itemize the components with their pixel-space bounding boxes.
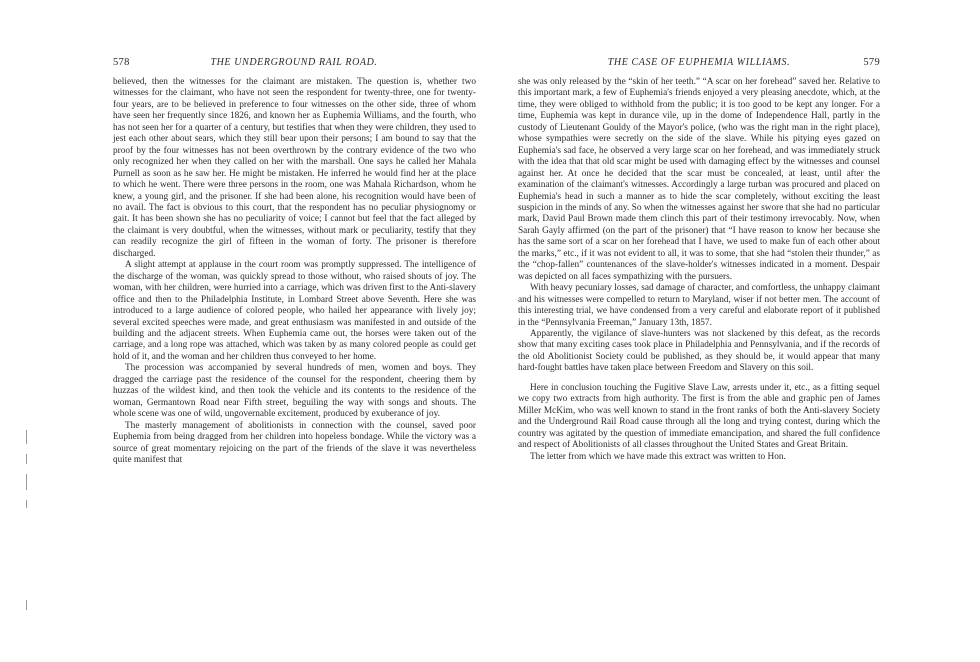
left-paragraph-2: A slight attempt at applause in the court room was promptly suppressed. The intelligence of the discharge of the woman, was quickly spread to those without, who raised shouts of joy. The woman, with her children, were hurried into a carriage, which was driven first to the Anti-slavery office and then to the Philadelphia Institute, in Lombard Street above Seventh. Here she was introduced to a large audience of colored people, who hailed her appearance with lively joy; several excited speeches were made, and great enthusiasm was manifested in and outside of the building and the adjacent streets. When Euphemia came out, the horses were taken out of the carriage, and a long rope was attached, which was taken by as many colored people as could get hold of it, and the woman and her children thus conveyed to her home. bbox=[113, 260, 476, 362]
right-paragraph-1: she was only released by the “skin of her teeth.” “A scar on her forehead” saved her. Relative to this important mark, a few of Euphemia's friends enjoyed a very pleasing anecdote, which, at the time, they were obliged to withhold from the public; it is too good to be kept any longer. For a time, Euphemia was kept in durance vile, up in the dome of Independence Hall, partly in the custody of Lieutenant Gouldy of the Mayor's police, (who was the right man in the right place), whose sympathies were secretly on the side of the slave. While his pitying eyes gazed on Euphemia's sad face, he observed a very large scar on her forehead, and was immediately struck with the idea that that old scar might be used with damaging effect by the witnesses and counsel against her. At once he decided that the scar must be concealed, at least, until after the examination of the claimant's witnesses. Accordingly a large turban was procured and placed on Euphemia's head in such a manner as to hide the scar completely, without exciting the least suspicion in the minds of any. So when the witnesses against her swore that she had no particular mark, David Paul Brown made them clinch this part of their testimony irrevocably. Now, when Sarah Gayly affirmed (on the part of the prisoner) that “I have reason to know her because she has the same sort of a scar on her forehead that I have, we used to make fun of each other about the marks,” etc., if it was not evident to all, it was to some, that she had “stolen their thunder,” as the “chop-fallen” countenances of the slave-holder's witnesses indicated in a moment. Despair was depicted on all faces sympathizing with the pursuers. bbox=[518, 77, 880, 282]
right-page-body bbox=[518, 77, 880, 463]
right-paragraph-5: The letter from which we have made this extract was written to Hon. bbox=[530, 451, 786, 462]
right-paragraph-4: Here in conclusion touching the Fugitive Slave Law, arrests under it, etc., as a fitting sequel we copy two extracts from high authority. The first is from the able and graphic pen of James Miller McKim, who was well known to stand in the front ranks of both the Anti-slavery Society and the Underground Rail Road cause through all the long and trying contest, during which the country was agitated by the question of immediate emancipation, and shared the full confidence and respect of Abolitionists of all classes throughout the United States and Great Britain. bbox=[518, 382, 880, 451]
left-paragraph-1: believed, then the witnesses for the claimant are mistaken. The question is, whether two witnesses for the claimant, who have not seen the respondent for twenty-three, one for twenty-four years, are to be believed in preference to four witnesses on the other side, three of whom have seen her frequently since 1826, and known her as Euphemia Williams, and the fourth, who has not seen her for a quarter of a century, but testifies that when they were children, they used to jest each other about sears, which they still bear upon their persons; I am bound to say that the proof by the four witnesses has not been overthrown by the contrary evidence of the two who only recognized her when they called on her with the marshall. One says he called her Mahala Purnell as soon as he saw her. He might be mistaken. He inferred he would find her at the place to which he went. There were three persons in the room, one was Mahala Richardson, whom he knew, a young girl, and the prisoner. If she had been alone, his recognition would have been of no avail. The fact is obvious to this court, that the respondent has no peculiar physiognomy or gait. It has been shown she has no peculiarity of voice; I cannot but feel that the fact alleged by the claimant is very doubtful, when the witnesses, without mark or peculiarity, testify that they can readily recognize the girl of fifteen in the woman of forty. The prisoner is therefore discharged. bbox=[113, 77, 476, 259]
right-running-head: THE CASE OF EUPHEMIA WILLIAMS. bbox=[607, 57, 791, 68]
left-paragraph-4: The masterly management of abolitionists in connection with the counsel, saved poor Euphemia from being dragged from her children into hopeless bondage. While the victory was a source of great momentary rejoicing on the part of the friends of the slave it was nevertheless quite manifest that bbox=[113, 420, 476, 465]
right-paragraph-3: Apparently, the vigilance of slave-hunters was not slackened by this defeat, as the records show that many exciting cases took place in Philadelphia and Pennsylvania, and if the records of the old Abolitionist Society could be published, as they should be, it would appear that many hard-fought battles have taken place between Freedom and Slavery on this soil. bbox=[518, 328, 880, 374]
right-paragraph-2: With heavy pecuniary losses, sad damage of character, and comfortless, the unhappy claimant and his witnesses were compelled to return to Maryland, wiser if not better men. The account of this interesting trial, we have condensed from a very careful and elaborate report of it published in the “Pennsylvania Freeman,” January 13th, 1857. bbox=[518, 283, 880, 328]
left-page-number: 578 bbox=[113, 57, 130, 68]
binding-marks bbox=[24, 430, 30, 610]
left-running-head: THE UNDERGROUND RAIL ROAD. bbox=[210, 57, 378, 68]
right-page-number: 579 bbox=[863, 57, 880, 68]
right-page-header bbox=[518, 57, 880, 73]
left-paragraph-3: The procession was accompanied by several hundreds of men, women and boys. They dragged the carriage past the residence of the counsel for the respondent, cheering them by huzzas of the wildest kind, and then took the vehicle and its contents to the residence of the woman, Germantown Road near Fifth street, beguiling the way with songs and shouts. The whole scene was one of wild, ungovernable excitement, produced by exuberance of joy. bbox=[113, 363, 476, 420]
right-page bbox=[490, 0, 980, 662]
left-page-header bbox=[113, 57, 475, 73]
left-page-body bbox=[113, 77, 476, 466]
